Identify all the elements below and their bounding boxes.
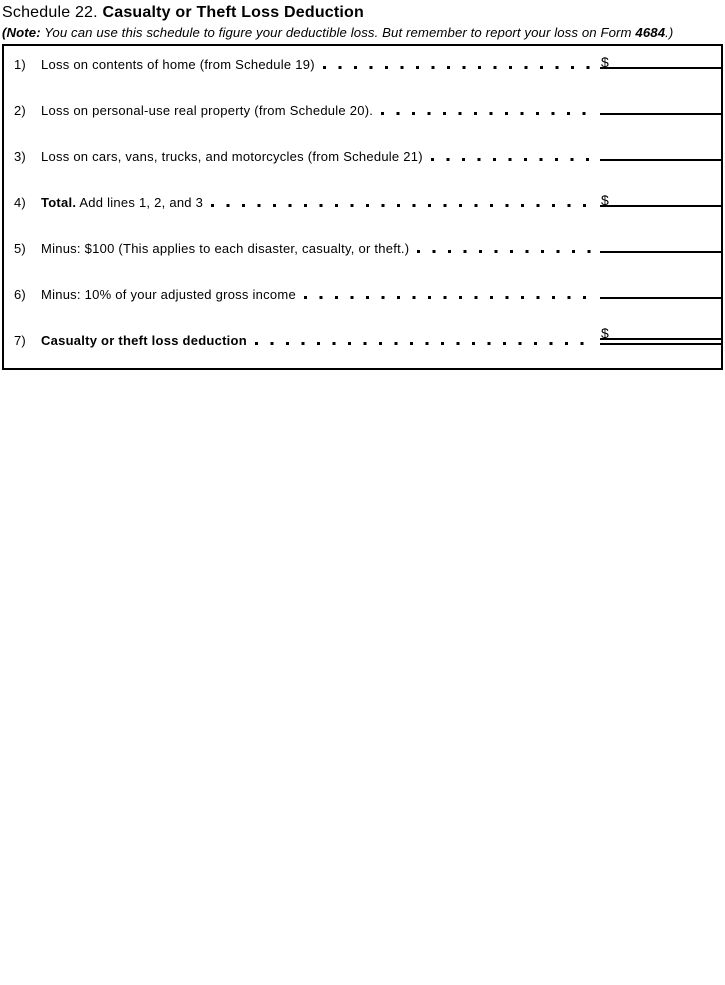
line-number: 2)	[14, 103, 26, 118]
line-label-text: Add lines 1, 2, and 3	[76, 195, 204, 210]
amount-field-line-2[interactable]	[600, 113, 721, 115]
form-row	[4, 46, 721, 92]
line-label-bold: Total.	[41, 195, 77, 210]
amount-field-line-7[interactable]	[600, 325, 721, 345]
schedule-title: Casualty or Theft Loss Deduction	[102, 4, 365, 21]
line-number: 1)	[14, 57, 26, 72]
dollar-sign-icon: $	[601, 192, 609, 208]
line-label-text: Loss on cars, vans, trucks, and motorcycles (from Schedule 21)	[41, 149, 423, 164]
note-prefix: (Note:	[2, 25, 41, 40]
line-label	[41, 287, 296, 302]
form-box	[2, 44, 723, 370]
dot-leader	[211, 204, 594, 207]
dot-leader	[255, 342, 594, 345]
dot-leader	[381, 112, 594, 115]
line-label	[41, 103, 373, 118]
amount-field-line-4[interactable]	[600, 192, 721, 208]
dot-leader	[323, 66, 594, 69]
dollar-sign-icon: $	[601, 54, 609, 70]
form-row	[4, 138, 721, 184]
amount-field-line-6[interactable]	[600, 297, 721, 299]
line-label-text: Minus: $100 (This applies to each disaster, casualty, or theft.)	[41, 241, 410, 256]
line-label-text: Loss on personal-use real property (from Schedule 20).	[41, 103, 374, 118]
note-form-number: 4684	[635, 25, 666, 40]
dot-leader	[304, 296, 594, 299]
line-number: 4)	[14, 195, 26, 210]
note-suffix: .)	[665, 25, 674, 40]
dot-leader	[417, 250, 594, 253]
line-label-text: Minus: 10% of your adjusted gross income	[41, 287, 296, 302]
line-number: 7)	[14, 333, 26, 348]
line-label-text: Loss on contents of home (from Schedule 19)	[41, 57, 315, 72]
note-body: You can use this schedule to figure your deductible loss. But remember to report your loss on Form	[40, 25, 636, 40]
line-number: 6)	[14, 287, 26, 302]
line-label-bold: Casualty or theft loss deduction	[41, 333, 247, 348]
form-row	[4, 184, 721, 230]
page-title	[2, 3, 723, 22]
dot-leader	[431, 158, 594, 161]
line-label	[41, 241, 409, 256]
schedule-number-label: Schedule 22.	[2, 4, 98, 21]
amount-field-line-1[interactable]	[600, 54, 721, 70]
dollar-sign-icon: $	[601, 325, 609, 341]
note-text	[2, 25, 723, 40]
line-label	[41, 195, 203, 210]
form-row	[4, 276, 721, 322]
line-label	[41, 149, 423, 164]
amount-field-line-5[interactable]	[600, 251, 721, 253]
amount-field-line-3[interactable]	[600, 159, 721, 161]
form-row	[4, 322, 721, 368]
page-header	[0, 0, 725, 40]
form-row	[4, 230, 721, 276]
form-row	[4, 92, 721, 138]
line-label	[41, 57, 315, 72]
line-label	[41, 333, 247, 348]
line-number: 3)	[14, 149, 26, 164]
line-number: 5)	[14, 241, 26, 256]
